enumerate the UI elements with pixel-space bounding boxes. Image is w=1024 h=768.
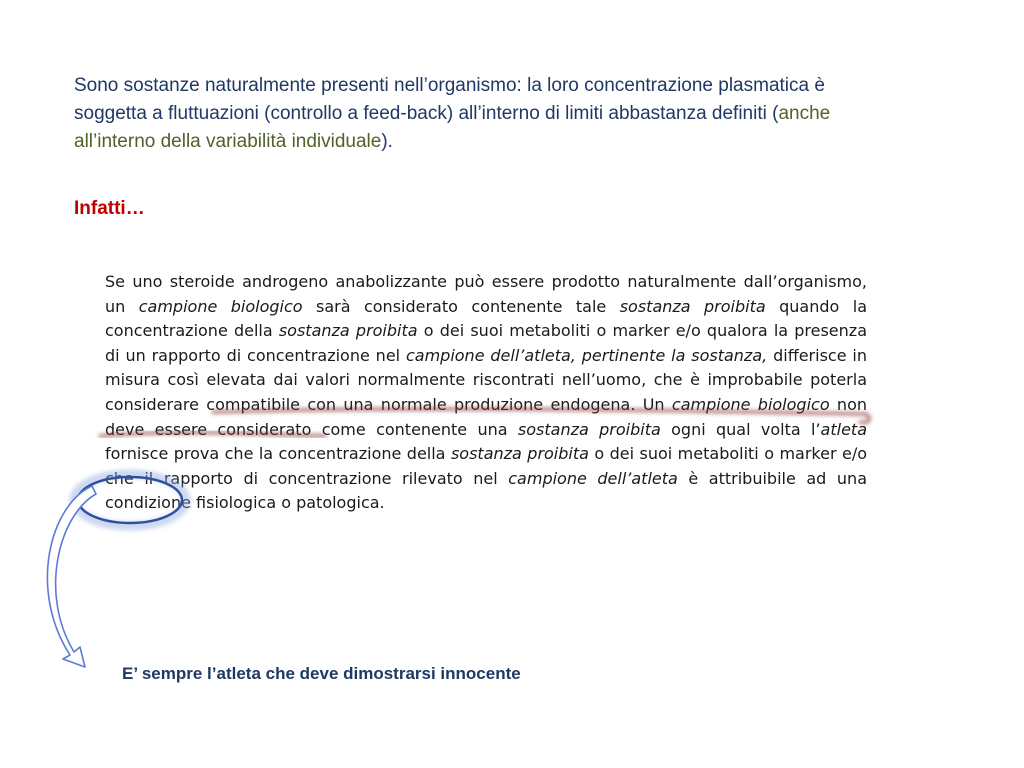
quote-italic: sostanza proibita xyxy=(619,296,766,316)
quote-italic: sostanza proibita xyxy=(450,444,589,464)
regulation-quote xyxy=(105,270,867,516)
curved-arrow-icon xyxy=(47,486,96,667)
quote-text: differisce in misura così elevata dai valori normalmente riscontrati nell’uomo, che è improbabile poterla considerare compatibile con una normale produzione endogena. Un xyxy=(105,345,868,414)
quote-italic: campione dell’atleta xyxy=(508,468,678,488)
quote-text: è attribuibile ad una condizione fisiologica o patologica. xyxy=(105,468,867,513)
quote-text: ogni qual volta l’ xyxy=(660,419,821,439)
quote-text: fornisce prova che la concentrazione della xyxy=(105,444,451,464)
quote-italic: sostanza proibita xyxy=(278,321,418,341)
quote-text: non deve essere considerato come contenente una xyxy=(105,394,868,439)
quote-text: Se uno steroide androgeno anabolizzante può essere prodotto naturalmente dall’organismo, un xyxy=(105,272,867,316)
intro-text-part1: Sono sostanze naturalmente presenti nell’organismo: la loro concentrazione plasmatica è soggetta a fluttuazioni (controllo a feed-back) all’interno di limiti abbastanza definiti ( xyxy=(74,75,825,124)
quote-text: o dei suoi metaboliti o marker e/o qualora la presenza di un rapporto di concentrazione nel xyxy=(105,321,867,365)
quote-italic-atleta: atleta xyxy=(820,419,867,439)
intro-highlight: anche all’interno della variabilità individuale xyxy=(74,103,831,152)
quote-text: sarà considerato contenente tale xyxy=(302,296,620,316)
quote-italic: campione biologico xyxy=(138,296,303,316)
quote-text: quando la concentrazione della xyxy=(105,296,868,341)
intro-text-part2: ). xyxy=(381,131,393,152)
conclusion-text: E’ sempre l’atleta che deve dimostrarsi innocente xyxy=(122,664,521,683)
infatti-label: Infatti… xyxy=(74,198,145,219)
quote-italic: campione dell’atleta, pertinente la sostanza, xyxy=(405,345,768,365)
quote-italic: sostanza proibita xyxy=(517,419,661,439)
intro-paragraph xyxy=(74,72,894,156)
quote-text: o dei suoi metaboliti o marker e/o che il rapporto di concentrazione rilevato nel xyxy=(105,444,868,488)
quote-italic: campione biologico xyxy=(671,394,830,414)
